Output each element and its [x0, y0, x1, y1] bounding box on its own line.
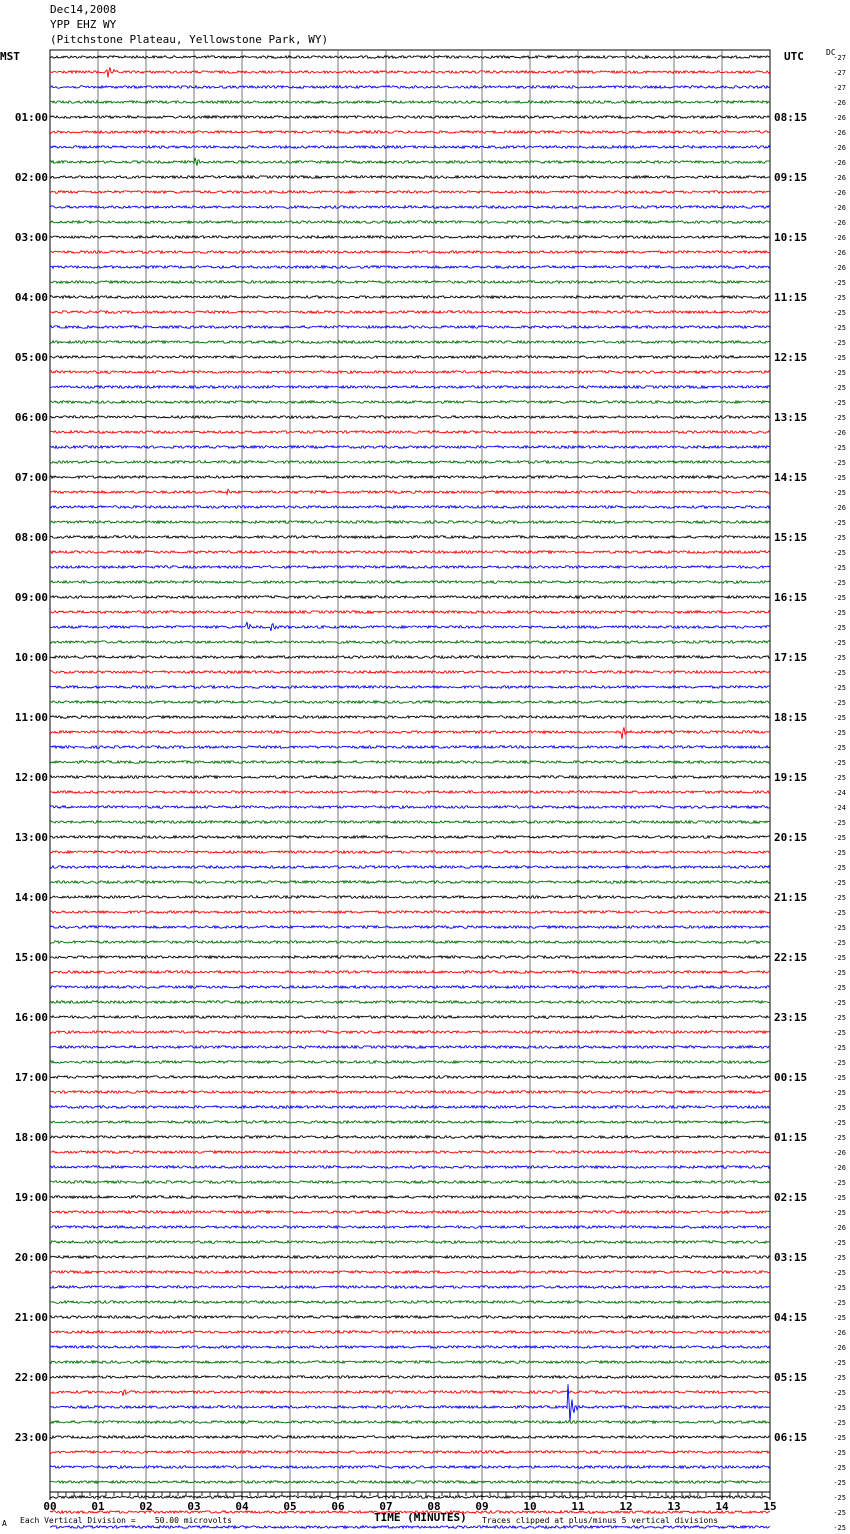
hour-label-utc: 04:15 — [774, 1311, 808, 1324]
dc-offset-value: -25 — [833, 834, 846, 842]
x-tick-label: 07 — [379, 1500, 393, 1513]
dc-offset-value: -25 — [833, 654, 846, 662]
seismic-trace — [50, 701, 770, 704]
dc-offset-value: -25 — [833, 849, 846, 857]
hour-label-mst: 01:00 — [14, 111, 48, 124]
dc-offset-value: -24 — [833, 804, 846, 812]
seismic-trace — [50, 1241, 770, 1244]
dc-offset-value: -25 — [833, 444, 846, 452]
dc-offset-value: -25 — [833, 519, 846, 527]
dc-offset-value: -26 — [833, 174, 846, 182]
seismic-trace — [50, 386, 770, 389]
dc-offset-value: -25 — [833, 1239, 846, 1247]
seismic-trace — [50, 146, 770, 149]
dc-offset-value: -25 — [833, 684, 846, 692]
seismic-trace — [50, 1526, 770, 1529]
hour-label-utc: 17:15 — [774, 651, 808, 664]
seismic-trace — [50, 1286, 770, 1289]
seismic-trace — [50, 1016, 770, 1019]
seismic-trace — [50, 1376, 770, 1379]
dc-offset-value: -25 — [833, 1194, 846, 1202]
dc-offset-value: -25 — [833, 1209, 846, 1217]
seismic-trace — [50, 727, 770, 739]
dc-offset-value: -25 — [833, 1299, 846, 1307]
seismic-trace — [50, 1316, 770, 1319]
hour-label-mst: 02:00 — [14, 171, 48, 184]
dc-offset-value: -25 — [833, 1284, 846, 1292]
dc-offset-value: -26 — [833, 264, 846, 272]
seismic-trace — [50, 1390, 770, 1396]
seismic-trace — [50, 236, 770, 239]
seismic-trace — [50, 116, 770, 119]
dc-offset-value: -25 — [833, 1269, 846, 1277]
seismic-trace — [50, 1046, 770, 1049]
x-tick-label: 02 — [139, 1500, 153, 1513]
hour-label-mst: 16:00 — [14, 1011, 48, 1024]
x-tick-label: 08 — [427, 1500, 441, 1513]
dc-offset-value: -25 — [833, 699, 846, 707]
dc-offset-value: -26 — [833, 129, 846, 137]
seismic-trace — [50, 251, 770, 254]
dc-offset-value: -25 — [833, 1419, 846, 1427]
seismic-trace — [50, 1226, 770, 1229]
seismic-trace — [50, 401, 770, 404]
seismic-trace — [50, 521, 770, 524]
hour-label-mst: 17:00 — [14, 1071, 48, 1084]
dc-offset-value: -26 — [833, 1224, 846, 1232]
seismic-trace — [50, 1076, 770, 1079]
dc-offset-value: -25 — [833, 399, 846, 407]
dc-offset-value: -25 — [833, 579, 846, 587]
seismic-trace — [50, 101, 770, 104]
hour-label-utc: 09:15 — [774, 171, 808, 184]
dc-offset-value: -25 — [833, 624, 846, 632]
seismic-trace — [50, 1256, 770, 1259]
seismic-trace — [50, 281, 770, 284]
seismic-trace — [50, 206, 770, 209]
dc-offset-value: -25 — [833, 594, 846, 602]
seismic-trace — [50, 266, 770, 269]
x-tick-label: 04 — [235, 1500, 249, 1513]
dc-offset-value: -25 — [833, 279, 846, 287]
seismic-trace — [50, 821, 770, 824]
seismic-trace — [50, 941, 770, 944]
dc-offset-value: -25 — [833, 1254, 846, 1262]
dc-offset-value: -27 — [833, 84, 846, 92]
dc-offset-value: -26 — [833, 234, 846, 242]
dc-offset-value: -25 — [833, 1374, 846, 1382]
hour-label-utc: 10:15 — [774, 231, 808, 244]
hour-label-mst: 11:00 — [14, 711, 48, 724]
seismic-trace — [50, 461, 770, 464]
seismic-trace — [50, 806, 770, 809]
seismic-trace — [50, 1466, 770, 1469]
seismic-trace — [50, 1481, 770, 1484]
hour-label-utc: 02:15 — [774, 1191, 808, 1204]
dc-offset-value: -26 — [833, 1329, 846, 1337]
dc-offset-value: -25 — [833, 369, 846, 377]
x-tick-label: 14 — [715, 1500, 729, 1513]
dc-offset-value: -25 — [833, 999, 846, 1007]
seismic-trace — [50, 1031, 770, 1034]
hour-label-utc: 20:15 — [774, 831, 808, 844]
dc-offset-value: -25 — [833, 669, 846, 677]
x-tick-label: 12 — [619, 1500, 633, 1513]
dc-offset-value: -24 — [833, 789, 846, 797]
seismic-trace — [50, 581, 770, 584]
hour-label-mst: 13:00 — [14, 831, 48, 844]
dc-offset-value: -25 — [833, 534, 846, 542]
x-tick-label: 01 — [91, 1500, 105, 1513]
dc-offset-value: -26 — [833, 249, 846, 257]
seismic-trace — [50, 476, 770, 479]
hour-label-mst: 19:00 — [14, 1191, 48, 1204]
hour-label-mst: 21:00 — [14, 1311, 48, 1324]
x-tick-label: 10 — [523, 1500, 537, 1513]
dc-offset-value: -26 — [833, 189, 846, 197]
x-tick-label: 03 — [187, 1500, 201, 1513]
corner-mark: A — [2, 1519, 7, 1528]
seismic-trace — [50, 851, 770, 854]
hour-label-utc: 23:15 — [774, 1011, 808, 1024]
hour-label-utc: 19:15 — [774, 771, 808, 784]
seismic-trace — [50, 341, 770, 344]
hour-label-utc: 06:15 — [774, 1431, 808, 1444]
seismic-trace — [50, 1151, 770, 1154]
dc-offset-value: -25 — [833, 1134, 846, 1142]
seismic-trace — [50, 671, 770, 674]
hour-label-utc: 01:15 — [774, 1131, 808, 1144]
hour-label-utc: 11:15 — [774, 291, 808, 304]
seismic-trace — [50, 311, 770, 314]
seismic-trace — [50, 836, 770, 839]
dc-offset-value: -25 — [833, 474, 846, 482]
seismic-trace — [50, 356, 770, 359]
x-tick-label: 06 — [331, 1500, 345, 1513]
seismic-trace — [50, 176, 770, 179]
hour-label-mst: 04:00 — [14, 291, 48, 304]
hour-label-mst: 14:00 — [14, 891, 48, 904]
dc-offset-value: -25 — [833, 714, 846, 722]
seismic-trace — [50, 506, 770, 509]
hour-label-utc: 12:15 — [774, 351, 808, 364]
seismic-trace — [50, 791, 770, 794]
seismic-trace — [50, 776, 770, 779]
dc-offset-value: -25 — [833, 819, 846, 827]
dc-offset-value: -26 — [833, 429, 846, 437]
station-code: YPP EHZ WY — [50, 18, 117, 31]
seismic-trace — [50, 371, 770, 374]
dc-offset-value: -26 — [833, 114, 846, 122]
hour-label-mst: 18:00 — [14, 1131, 48, 1144]
dc-offset-value: -26 — [833, 1149, 846, 1157]
seismic-trace — [50, 56, 770, 59]
seismic-trace — [50, 1181, 770, 1184]
dc-offset-value: -26 — [833, 159, 846, 167]
hour-label-utc: 21:15 — [774, 891, 808, 904]
dc-offset-value: -25 — [833, 459, 846, 467]
dc-offset-value: -25 — [833, 564, 846, 572]
seismic-trace — [50, 1331, 770, 1334]
dc-offset-value: -25 — [833, 729, 846, 737]
dc-offset-value: -25 — [833, 1464, 846, 1472]
seismic-trace — [50, 1301, 770, 1304]
dc-offset-value: -25 — [833, 294, 846, 302]
dc-offset-value: -25 — [833, 984, 846, 992]
dc-offset-value: -25 — [833, 1014, 846, 1022]
x-tick-label: 05 — [283, 1500, 297, 1513]
hour-label-mst: 03:00 — [14, 231, 48, 244]
seismic-trace — [50, 1496, 770, 1499]
seismic-trace — [50, 431, 770, 434]
seismic-trace — [50, 926, 770, 929]
seismic-trace — [50, 1166, 770, 1169]
seismic-trace — [50, 956, 770, 959]
seismic-trace — [50, 971, 770, 974]
dc-offset-value: -25 — [833, 1074, 846, 1082]
dc-offset-value: -25 — [833, 609, 846, 617]
x-axis-label: TIME (MINUTES) — [374, 1511, 467, 1524]
dc-offset-value: -25 — [833, 354, 846, 362]
seismic-trace — [50, 1346, 770, 1349]
seismic-trace — [50, 158, 770, 166]
hour-label-mst: 15:00 — [14, 951, 48, 964]
hour-label-utc: 03:15 — [774, 1251, 808, 1264]
x-tick-label: 13 — [667, 1500, 681, 1513]
dc-offset-value: -25 — [833, 954, 846, 962]
hour-label-utc: 16:15 — [774, 591, 808, 604]
hour-label-mst: 09:00 — [14, 591, 48, 604]
dc-offset-value: -25 — [833, 639, 846, 647]
seismic-trace — [50, 67, 770, 77]
dc-offset-value: -25 — [833, 1104, 846, 1112]
seismic-trace — [50, 86, 770, 89]
dc-offset-value: -26 — [833, 144, 846, 152]
dc-offset-value: -25 — [833, 414, 846, 422]
hour-label-utc: 00:15 — [774, 1071, 808, 1084]
dc-offset-value: -25 — [833, 309, 846, 317]
dc-offset-value: -25 — [833, 324, 846, 332]
seismic-trace — [50, 641, 770, 644]
dc-offset-value: -25 — [833, 1314, 846, 1322]
hour-label-mst: 23:00 — [14, 1431, 48, 1444]
hour-label-mst: 10:00 — [14, 651, 48, 664]
seismic-trace — [50, 1451, 770, 1454]
dc-offset-value: -25 — [833, 1494, 846, 1502]
right-timezone-label: UTC — [784, 50, 804, 63]
dc-offset-header: DC — [826, 48, 836, 57]
dc-offset-value: -26 — [833, 99, 846, 107]
x-tick-label: 00 — [43, 1500, 57, 1513]
seismic-trace — [50, 1106, 770, 1109]
hour-label-utc: 15:15 — [774, 531, 808, 544]
dc-offset-value: -25 — [833, 744, 846, 752]
dc-offset-value: -25 — [833, 1479, 846, 1487]
seismic-trace — [50, 551, 770, 554]
hour-label-mst: 22:00 — [14, 1371, 48, 1384]
dc-offset-value: -25 — [833, 1404, 846, 1412]
dc-offset-value: -25 — [833, 894, 846, 902]
seismic-trace — [50, 866, 770, 869]
dc-offset-value: -27 — [833, 54, 846, 62]
dc-offset-value: -25 — [833, 1059, 846, 1067]
seismic-trace — [50, 536, 770, 539]
dc-offset-value: -25 — [833, 1119, 846, 1127]
dc-offset-value: -25 — [833, 1179, 846, 1187]
clip-note: Traces clipped at plus/minus 5 vertical divisions — [482, 1516, 719, 1525]
hour-label-mst: 12:00 — [14, 771, 48, 784]
dc-offset-value: -25 — [833, 1509, 846, 1517]
seismic-trace — [50, 566, 770, 569]
hour-label-utc: 22:15 — [774, 951, 808, 964]
hour-label-utc: 08:15 — [774, 111, 808, 124]
seismic-trace — [50, 1136, 770, 1139]
dc-offset-value: -25 — [833, 774, 846, 782]
seismic-trace — [50, 1196, 770, 1199]
dc-offset-value: -25 — [833, 879, 846, 887]
hour-label-utc: 18:15 — [774, 711, 808, 724]
seismic-trace — [50, 1436, 770, 1439]
seismic-trace — [50, 896, 770, 899]
left-timezone-label: MST — [0, 50, 20, 63]
seismic-trace — [50, 881, 770, 884]
dc-offset-value: -25 — [833, 1449, 846, 1457]
dc-offset-value: -25 — [833, 969, 846, 977]
seismic-trace — [50, 686, 770, 689]
x-tick-label: 09 — [475, 1500, 489, 1513]
seismic-trace — [50, 296, 770, 299]
seismic-trace — [50, 761, 770, 764]
seismic-trace — [50, 1421, 770, 1424]
hour-label-mst: 06:00 — [14, 411, 48, 424]
seismic-trace — [50, 656, 770, 659]
seismic-trace — [50, 1384, 770, 1422]
dc-offset-value: -25 — [833, 924, 846, 932]
seismic-trace — [50, 446, 770, 449]
seismic-trace — [50, 1001, 770, 1004]
hour-label-mst: 05:00 — [14, 351, 48, 364]
dc-offset-value: -26 — [833, 1344, 846, 1352]
dc-offset-value: -25 — [833, 759, 846, 767]
seismic-trace — [50, 416, 770, 419]
seismic-trace — [50, 131, 770, 134]
seismic-trace — [50, 1091, 770, 1094]
seismic-trace — [50, 1121, 770, 1124]
station-location: (Pitchstone Plateau, Yellowstone Park, WY) — [50, 33, 329, 46]
dc-offset-value: -25 — [833, 1359, 846, 1367]
dc-offset-value: -26 — [833, 204, 846, 212]
dc-offset-value: -25 — [833, 864, 846, 872]
hour-label-mst: 08:00 — [14, 531, 48, 544]
seismic-trace — [50, 1061, 770, 1064]
dc-offset-value: -25 — [833, 549, 846, 557]
seismic-trace — [50, 489, 770, 494]
seismic-trace — [50, 596, 770, 599]
dc-offset-value: -25 — [833, 1044, 846, 1052]
seismic-trace — [50, 622, 770, 631]
dc-offset-value: -27 — [833, 69, 846, 77]
seismic-trace — [50, 611, 770, 614]
x-tick-label: 15 — [763, 1500, 777, 1513]
dc-offset-value: -25 — [833, 339, 846, 347]
x-tick-label: 11 — [571, 1500, 585, 1513]
seismic-trace — [50, 716, 770, 719]
dc-offset-value: -25 — [833, 1434, 846, 1442]
seismic-trace — [50, 746, 770, 749]
scale-note: Each Vertical Division = 50.00 microvolts — [20, 1516, 232, 1525]
seismic-trace — [50, 911, 770, 914]
dc-offset-value: -26 — [833, 219, 846, 227]
dc-offset-value: -25 — [833, 489, 846, 497]
dc-offset-value: -25 — [833, 939, 846, 947]
dc-offset-value: -25 — [833, 909, 846, 917]
dc-offset-value: -25 — [833, 384, 846, 392]
seismic-trace — [50, 1361, 770, 1364]
hour-label-utc: 05:15 — [774, 1371, 808, 1384]
record-date: Dec14,2008 — [50, 3, 117, 16]
seismic-trace — [50, 1271, 770, 1274]
dc-offset-value: -25 — [833, 1524, 846, 1532]
hour-label-mst: 07:00 — [14, 471, 48, 484]
seismic-trace — [50, 326, 770, 329]
dc-offset-value: -25 — [833, 1029, 846, 1037]
dc-offset-value: -26 — [833, 504, 846, 512]
dc-offset-value: -25 — [833, 1389, 846, 1397]
hour-label-utc: 13:15 — [774, 411, 808, 424]
seismic-trace — [50, 1211, 770, 1214]
hour-label-utc: 14:15 — [774, 471, 808, 484]
dc-offset-value: -26 — [833, 1164, 846, 1172]
seismic-trace — [50, 191, 770, 194]
hour-label-mst: 20:00 — [14, 1251, 48, 1264]
dc-offset-value: -25 — [833, 1089, 846, 1097]
seismic-trace — [50, 986, 770, 989]
seismic-trace — [50, 221, 770, 224]
